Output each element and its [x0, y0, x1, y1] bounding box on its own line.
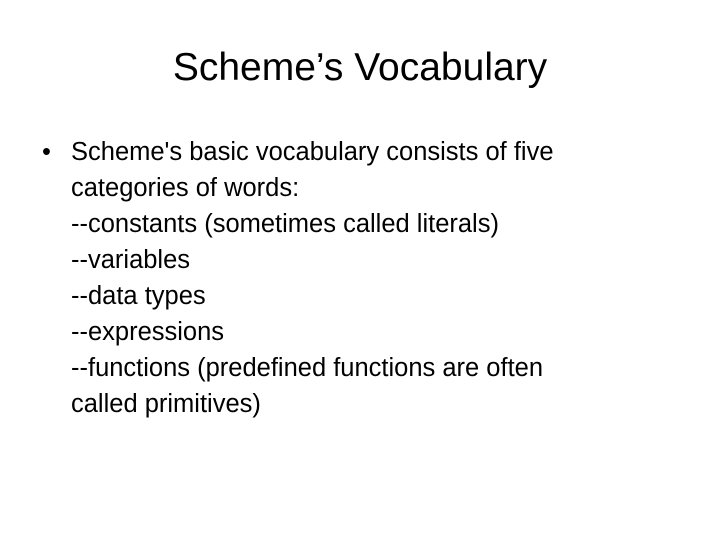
bullet-dot: • — [42, 138, 51, 166]
body-line-6: --expressions — [71, 318, 225, 346]
body-line-2: categories of words: — [71, 174, 300, 202]
body-line-1: Scheme's basic vocabulary consists of five — [71, 138, 554, 166]
body-line-4: --variables — [71, 246, 191, 274]
slide-title: Scheme’s Vocabulary — [172, 46, 548, 89]
body-line-7: --functions (predefined functions are often — [71, 354, 544, 382]
body-line-5: --data types — [71, 282, 206, 310]
body-line-8: called primitives) — [71, 390, 261, 418]
bullet-item — [42, 134, 682, 422]
slide-body — [42, 134, 682, 422]
body-line-3: --constants (sometimes called literals) — [71, 210, 499, 238]
